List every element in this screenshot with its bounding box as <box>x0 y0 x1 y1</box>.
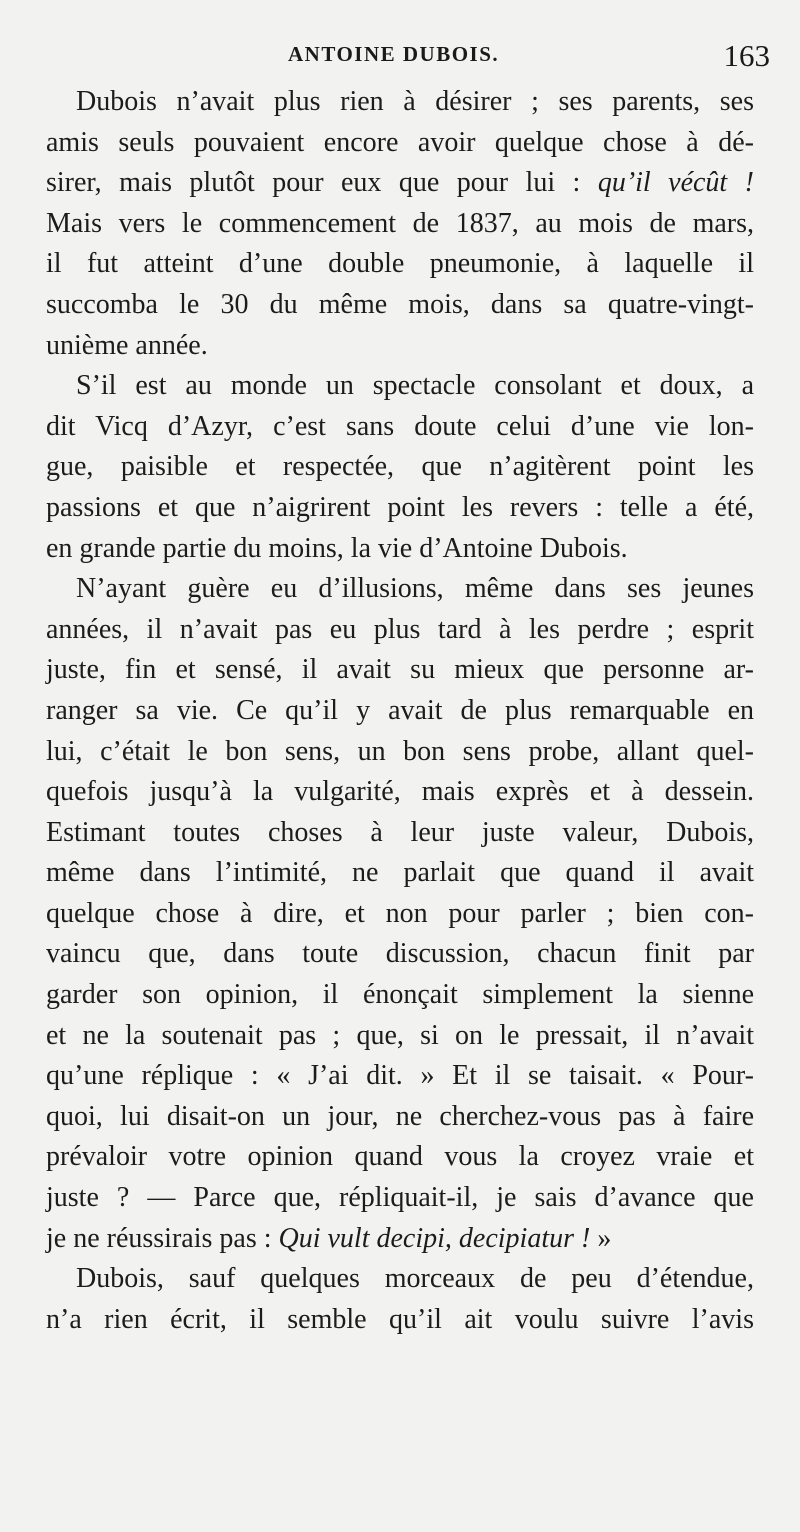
text-line <box>46 691 754 732</box>
text-line <box>46 488 754 529</box>
text-line-main: Dubois, sauf quelques morceaux de peu d’étendue, <box>76 1263 754 1295</box>
text-line <box>46 123 754 164</box>
text-line-main: vaincu que, dans toute discussion, chacun finit par <box>46 938 754 970</box>
text-line <box>46 1178 754 1219</box>
text-line-main: ranger sa vie. Ce qu’il y avait de plus remarquable en <box>46 694 754 726</box>
text-line-italic: Qui vult decipi, decipiatur ! <box>278 1222 591 1254</box>
text-line-italic: qu’il vécût ! <box>597 167 754 199</box>
text-line <box>46 772 754 813</box>
text-line-main: années, il n’avait pas eu plus tard à les perdre ; esprit <box>46 613 754 645</box>
text-line <box>46 1300 754 1341</box>
text-line <box>46 1259 754 1300</box>
text-line-main: prévaloir votre opinion quand vous la croyez vraie et <box>46 1141 754 1173</box>
text-line <box>46 447 754 488</box>
text-line-main: et ne la soutenait pas ; que, si on le pressait, il n’avait <box>46 1019 754 1051</box>
text-line-tail: » <box>590 1222 612 1254</box>
text-line <box>46 326 754 367</box>
text-line <box>46 975 754 1016</box>
text-line-main: sirer, mais plutôt pour eux que pour lui : <box>46 167 598 199</box>
text-line <box>46 204 754 245</box>
text-line <box>46 650 754 691</box>
text-line-main: succomba le 30 du même mois, dans sa quatre-vingt- <box>46 288 754 320</box>
text-line <box>46 610 754 651</box>
text-line-main: garder son opinion, il énonçait simplement la sienne <box>46 979 754 1011</box>
text-line <box>46 529 754 570</box>
text-line <box>46 244 754 285</box>
text-line <box>46 732 754 773</box>
text-line <box>46 1056 754 1097</box>
text-line <box>46 1219 754 1260</box>
text-line <box>46 1097 754 1138</box>
page-number: 163 <box>723 38 770 73</box>
text-line <box>46 285 754 326</box>
text-line <box>46 1137 754 1178</box>
text-line <box>46 82 754 123</box>
text-line-main: juste, fin et sensé, il avait su mieux que personne ar- <box>46 654 754 686</box>
text-line-main: lui, c’était le bon sens, un bon sens probe, allant quel- <box>46 735 754 767</box>
text-line-main: N’ayant guère eu d’illusions, même dans ses jeunes <box>76 573 754 605</box>
text-line-main: qu’une réplique : « J’ai dit. » Et il se taisait. « Pour- <box>46 1060 754 1092</box>
text-line-main: quoi, lui disait-on un jour, ne cherchez-vous pas à faire <box>46 1100 754 1132</box>
text-line-main: quelque chose à dire, et non pour parler ; bien con- <box>46 897 754 929</box>
text-line <box>46 366 754 407</box>
text-line <box>46 813 754 854</box>
page-header <box>0 38 800 78</box>
text-line <box>46 934 754 975</box>
text-line-main: je ne réussirais pas : <box>46 1222 279 1254</box>
text-line <box>46 163 754 204</box>
text-line-main: juste ? — Parce que, répliquait-il, je sais d’avance que <box>46 1182 754 1214</box>
text-line-main: même dans l’intimité, ne parlait que quand il avait <box>46 857 754 889</box>
text-line-main: S’il est au monde un spectacle consolant et doux, a <box>76 370 754 402</box>
text-line <box>46 1016 754 1057</box>
text-line-main: Dubois n’avait plus rien à désirer ; ses parents, ses <box>76 86 754 117</box>
text-line <box>46 853 754 894</box>
text-line-main: il fut atteint d’une double pneumonie, à laquelle il <box>46 248 754 280</box>
text-line <box>46 569 754 610</box>
text-line-main: amis seuls pouvaient encore avoir quelque chose à dé- <box>46 126 754 158</box>
text-line-main: gue, paisible et respectée, que n’agitèrent point les <box>46 451 754 483</box>
text-line-main: unième année. <box>46 329 208 361</box>
text-line-main: passions et que n’aigrirent point les revers : telle a été, <box>46 491 754 523</box>
text-line-main: n’a rien écrit, il semble qu’il ait voulu suivre l’avis <box>46 1303 754 1335</box>
text-line <box>46 894 754 935</box>
text-line-main: Estimant toutes choses à leur juste valeur, Dubois, <box>46 816 754 848</box>
text-line-main: dit Vicq d’Azyr, c’est sans doute celui d’une vie lon- <box>46 410 754 442</box>
text-line-main: en grande partie du moins, la vie d’Antoine Dubois. <box>46 532 628 564</box>
running-title: ANTOINE DUBOIS. <box>288 42 500 66</box>
text-line <box>46 407 754 448</box>
text-line-main: quefois jusqu’à la vulgarité, mais exprès et à dessein. <box>46 776 754 808</box>
text-line-main: Mais vers le commencement de 1837, au mois de mars, <box>46 207 754 239</box>
body-text <box>46 82 754 1340</box>
